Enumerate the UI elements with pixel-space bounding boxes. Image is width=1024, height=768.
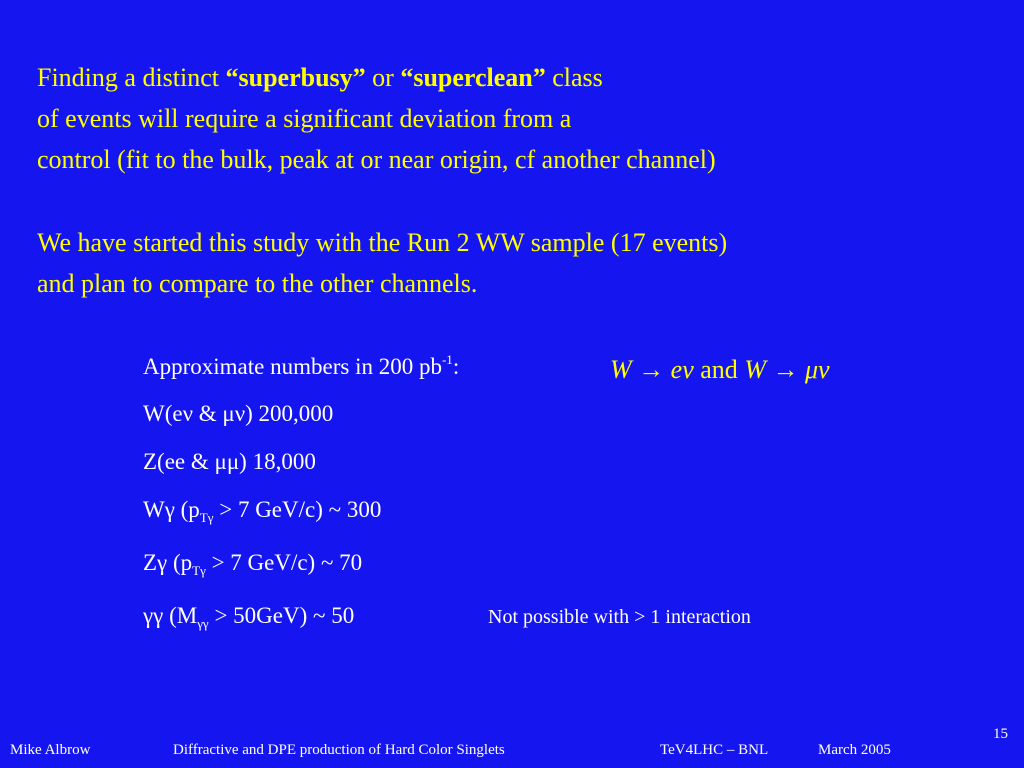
decay-formula: W → eν and W → μν	[610, 355, 830, 384]
study-line-1: We have started this study with the Run 2 WW sample (17 events)	[37, 228, 728, 257]
page-number: 15	[993, 726, 1008, 742]
intro-line-1: Finding a distinct “superbusy” or “superclean” class	[37, 63, 603, 92]
intro-paragraph	[37, 57, 716, 180]
number-row-gammagamma: γγ $(M_{\gamma\gamma} > 50GeV)$ ~ 50	[143, 603, 355, 631]
intro-line-3: control (fit to the bulk, peak at or near origin, cf another channel)	[37, 145, 716, 174]
superclean-term: “superclean”	[400, 63, 546, 92]
footer-author: Mike Albrow	[10, 742, 91, 758]
footer-venue: TeV4LHC – BNL	[660, 742, 769, 758]
interaction-note: Not possible with > 1 interaction	[488, 606, 751, 628]
study-line-2: and plan to compare to the other channels.	[37, 269, 478, 298]
number-row-wgamma: Wγ ($p_{T\gamma} > 7$ GeV/c) ~ 300	[143, 497, 382, 525]
number-row-z: Z(ee & μμ) 18,000	[143, 449, 316, 474]
intro-line-2: of events will require a significant deviation from a	[37, 104, 572, 133]
footer-date: March 2005	[818, 742, 891, 758]
study-paragraph	[37, 222, 727, 304]
numbers-heading: Approximate numbers in 200 $pb^{-1}$:	[143, 352, 460, 379]
footer-title: Diffractive and DPE production of Hard Color Singlets	[173, 742, 505, 758]
superbusy-term: “superbusy”	[225, 63, 366, 92]
number-row-zgamma: Zγ ($p_{T\gamma} > 7$ GeV/c) ~ 70	[143, 550, 363, 578]
number-row-w: W(eν & μν) 200,000	[143, 401, 334, 426]
